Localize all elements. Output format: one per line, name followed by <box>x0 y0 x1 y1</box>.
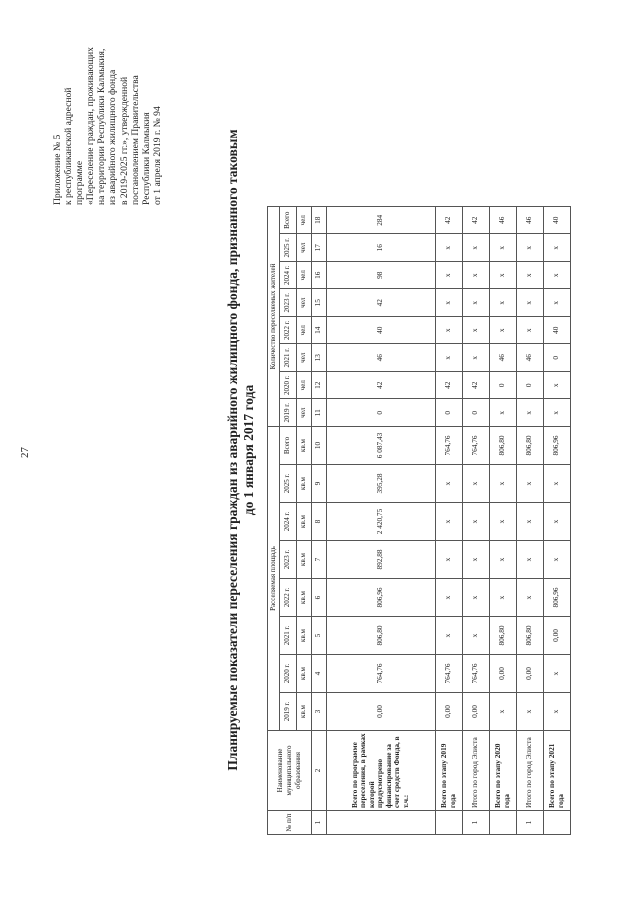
appendix-line: на территории Республики Калмыкия, <box>96 48 108 205</box>
table-row <box>543 207 570 835</box>
column-number: 13 <box>311 344 326 372</box>
header-area-year: 2025 г. <box>279 465 296 503</box>
header-unit-area: кв.м <box>296 427 311 465</box>
cell-area: 0,00 <box>462 693 489 731</box>
column-number: 8 <box>311 503 326 541</box>
cell-area: 764,76 <box>435 427 462 465</box>
cell-area: 764,76 <box>462 427 489 465</box>
table-row <box>435 207 462 835</box>
cell-area: 0,00 <box>326 693 435 731</box>
cell-people: 42 <box>435 372 462 400</box>
cell-area: x <box>489 503 516 541</box>
cell-people: 42 <box>462 372 489 400</box>
column-number: 16 <box>311 262 326 290</box>
row-number <box>435 811 462 835</box>
cell-people: x <box>543 372 570 400</box>
appendix-line: постановлением Правительства <box>129 75 141 205</box>
cell-area: x <box>435 465 462 503</box>
cell-area: 0,00 <box>435 693 462 731</box>
cell-area: x <box>435 503 462 541</box>
cell-area: 764,76 <box>326 655 435 693</box>
cell-area: 806,96 <box>543 427 570 465</box>
row-name: Итого по город Элиста <box>462 731 489 811</box>
cell-area: 806,80 <box>326 617 435 655</box>
title-line: до 1 января 2017 года <box>241 384 256 516</box>
header-area-year: 2024 г. <box>279 503 296 541</box>
cell-people: x <box>543 234 570 262</box>
header-unit-people: чел <box>296 262 311 290</box>
cell-people: x <box>516 317 543 345</box>
column-number: 3 <box>311 693 326 731</box>
cell-people: x <box>543 399 570 427</box>
cell-people: 42 <box>435 207 462 235</box>
row-name: Всего по этапу 2021 года <box>543 731 570 811</box>
cell-area: x <box>489 465 516 503</box>
cell-people: x <box>435 262 462 290</box>
appendix-line: программе <box>74 160 86 205</box>
cell-people: 0 <box>462 399 489 427</box>
cell-area: x <box>543 541 570 579</box>
document-title <box>225 55 257 845</box>
column-number: 4 <box>311 655 326 693</box>
appendix-line: Приложение № 5 <box>52 134 63 205</box>
cell-people: 40 <box>326 317 435 345</box>
cell-people: x <box>516 289 543 317</box>
cell-area: x <box>516 541 543 579</box>
header-unit-area: кв.м <box>296 465 311 503</box>
cell-area: x <box>489 693 516 731</box>
header-unit-people: чел <box>296 234 311 262</box>
column-number: 6 <box>311 579 326 617</box>
cell-area: x <box>462 465 489 503</box>
cell-area: 6 087,43 <box>326 427 435 465</box>
cell-area: 764,76 <box>435 655 462 693</box>
cell-area: x <box>516 465 543 503</box>
cell-area: x <box>435 617 462 655</box>
cell-area: 0,00 <box>489 655 516 693</box>
header-area-year: Всего <box>279 427 296 465</box>
cell-area: x <box>489 579 516 617</box>
header-name: Наименование муниципального образования <box>268 731 312 811</box>
header-unit-area: кв.м <box>296 655 311 693</box>
cell-people: 46 <box>489 344 516 372</box>
column-number: 5 <box>311 617 326 655</box>
column-number: 9 <box>311 465 326 503</box>
cell-area: 395,28 <box>326 465 435 503</box>
cell-area: 0,00 <box>543 617 570 655</box>
row-name: Всего по этапу 2019 года <box>435 731 462 811</box>
cell-people: 42 <box>326 372 435 400</box>
header-area-year: 2021 г. <box>279 617 296 655</box>
column-number: 2 <box>311 731 326 811</box>
row-name: Всего по этапу 2020 года <box>489 731 516 811</box>
header-unit-area: кв.м <box>296 617 311 655</box>
header-unit-area: кв.м <box>296 541 311 579</box>
header-people-year: Всего <box>279 207 296 235</box>
header-area-group: Расселяемая площадь <box>268 427 280 731</box>
cell-people: 42 <box>326 289 435 317</box>
cell-area: x <box>543 693 570 731</box>
header-people-year: 2025 г. <box>279 234 296 262</box>
header-people-group: Количество переселяемых жителей <box>268 207 280 427</box>
cell-people: 0 <box>435 399 462 427</box>
column-number: 17 <box>311 234 326 262</box>
column-number: 7 <box>311 541 326 579</box>
cell-area: x <box>435 541 462 579</box>
cell-area: 806,80 <box>516 617 543 655</box>
cell-area: 0,00 <box>516 655 543 693</box>
cell-people: 46 <box>326 344 435 372</box>
cell-people: 46 <box>516 344 543 372</box>
cell-area: 764,76 <box>462 655 489 693</box>
cell-people: 0 <box>516 372 543 400</box>
header-unit-people: чел <box>296 344 311 372</box>
cell-area: 892,88 <box>326 541 435 579</box>
row-number: 1 <box>516 811 543 835</box>
header-unit-people: чел <box>296 372 311 400</box>
cell-area: x <box>435 579 462 617</box>
cell-people: 46 <box>489 207 516 235</box>
cell-people: x <box>462 317 489 345</box>
cell-area: 806,96 <box>543 579 570 617</box>
header-unit-area: кв.м <box>296 693 311 731</box>
header-people-year: 2020 г. <box>279 372 296 400</box>
appendix-line: от 1 апреля 2019 г. № 94 <box>151 106 163 205</box>
row-name: Итого по город Элиста <box>516 731 543 811</box>
table-row <box>516 207 543 835</box>
cell-people: 0 <box>489 372 516 400</box>
cell-people: x <box>435 234 462 262</box>
header-people-year: 2021 г. <box>279 344 296 372</box>
cell-people: x <box>489 317 516 345</box>
cell-people: x <box>489 234 516 262</box>
cell-people: 284 <box>326 207 435 235</box>
cell-area: x <box>516 693 543 731</box>
header-unit-people: чел <box>296 289 311 317</box>
row-name: Всего по программе переселения, в рамках которой предусмотрено финансирование за счет средств Фонда, в т.ч.: <box>326 731 435 811</box>
cell-people: x <box>462 344 489 372</box>
appendix-note <box>52 0 163 205</box>
header-people-year: 2024 г. <box>279 262 296 290</box>
resettlement-table <box>267 206 571 835</box>
header-area-year: 2023 г. <box>279 541 296 579</box>
cell-area: x <box>489 541 516 579</box>
column-number: 1 <box>311 811 326 835</box>
cell-area: 806,80 <box>489 427 516 465</box>
page-number: 27 <box>19 447 31 458</box>
cell-people: x <box>489 399 516 427</box>
cell-area: 2 420,75 <box>326 503 435 541</box>
header-unit-area: кв.м <box>296 503 311 541</box>
cell-people: x <box>462 289 489 317</box>
row-number <box>489 811 516 835</box>
cell-people: 40 <box>543 207 570 235</box>
header-unit-people: чел <box>296 399 311 427</box>
appendix-line: «Переселение граждан, проживающих <box>85 47 97 205</box>
column-number: 18 <box>311 207 326 235</box>
header-area-year: 2019 г. <box>279 693 296 731</box>
cell-people: x <box>543 289 570 317</box>
cell-people: x <box>462 234 489 262</box>
cell-people: x <box>516 234 543 262</box>
cell-area: x <box>462 541 489 579</box>
table-row <box>462 207 489 835</box>
header-area-year: 2020 г. <box>279 655 296 693</box>
cell-area: x <box>516 503 543 541</box>
column-number: 12 <box>311 372 326 400</box>
cell-people: 42 <box>462 207 489 235</box>
title-line: Планируемые показатели переселения граждан из аварийного жилищного фонда, признанного таковым <box>225 129 240 771</box>
cell-people: x <box>516 262 543 290</box>
table-row <box>326 207 435 835</box>
cell-area: x <box>543 503 570 541</box>
row-number <box>543 811 570 835</box>
cell-people: 0 <box>326 399 435 427</box>
appendix-line: Республики Калмыкия <box>140 112 152 205</box>
row-number: 1 <box>462 811 489 835</box>
cell-people: 0 <box>543 344 570 372</box>
cell-people: x <box>435 317 462 345</box>
column-number: 15 <box>311 289 326 317</box>
cell-area: x <box>462 617 489 655</box>
appendix-line: из аварийного жилищного фонда <box>107 69 119 205</box>
column-number: 10 <box>311 427 326 465</box>
cell-people: x <box>435 344 462 372</box>
cell-area: 806,96 <box>326 579 435 617</box>
cell-area: x <box>462 503 489 541</box>
cell-people: 98 <box>326 262 435 290</box>
cell-people: 40 <box>543 317 570 345</box>
cell-people: 46 <box>516 207 543 235</box>
column-numbers-row <box>311 207 326 835</box>
cell-area: x <box>543 655 570 693</box>
cell-area: 806,80 <box>516 427 543 465</box>
header-row <box>268 207 280 835</box>
column-number: 14 <box>311 317 326 345</box>
table-row <box>489 207 516 835</box>
header-people-year: 2019 г. <box>279 399 296 427</box>
header-unit-area: кв.м <box>296 579 311 617</box>
cell-people: 16 <box>326 234 435 262</box>
cell-people: x <box>516 399 543 427</box>
appendix-line: в 2019-2025 гг.», утвержденной <box>118 76 130 205</box>
cell-area: x <box>543 465 570 503</box>
cell-people: x <box>435 289 462 317</box>
cell-people: x <box>489 289 516 317</box>
cell-area: x <box>516 579 543 617</box>
cell-people: x <box>543 262 570 290</box>
header-unit-people: чел <box>296 317 311 345</box>
header-num: № п/п <box>268 811 312 835</box>
row-number <box>326 811 435 835</box>
column-number: 11 <box>311 399 326 427</box>
appendix-line: к республиканской адресной <box>63 87 75 205</box>
header-people-year: 2023 г. <box>279 289 296 317</box>
header-people-year: 2022 г. <box>279 317 296 345</box>
header-unit-people: чел <box>296 207 311 235</box>
cell-area: x <box>462 579 489 617</box>
cell-people: x <box>462 262 489 290</box>
header-area-year: 2022 г. <box>279 579 296 617</box>
cell-area: 806,80 <box>489 617 516 655</box>
cell-people: x <box>489 262 516 290</box>
